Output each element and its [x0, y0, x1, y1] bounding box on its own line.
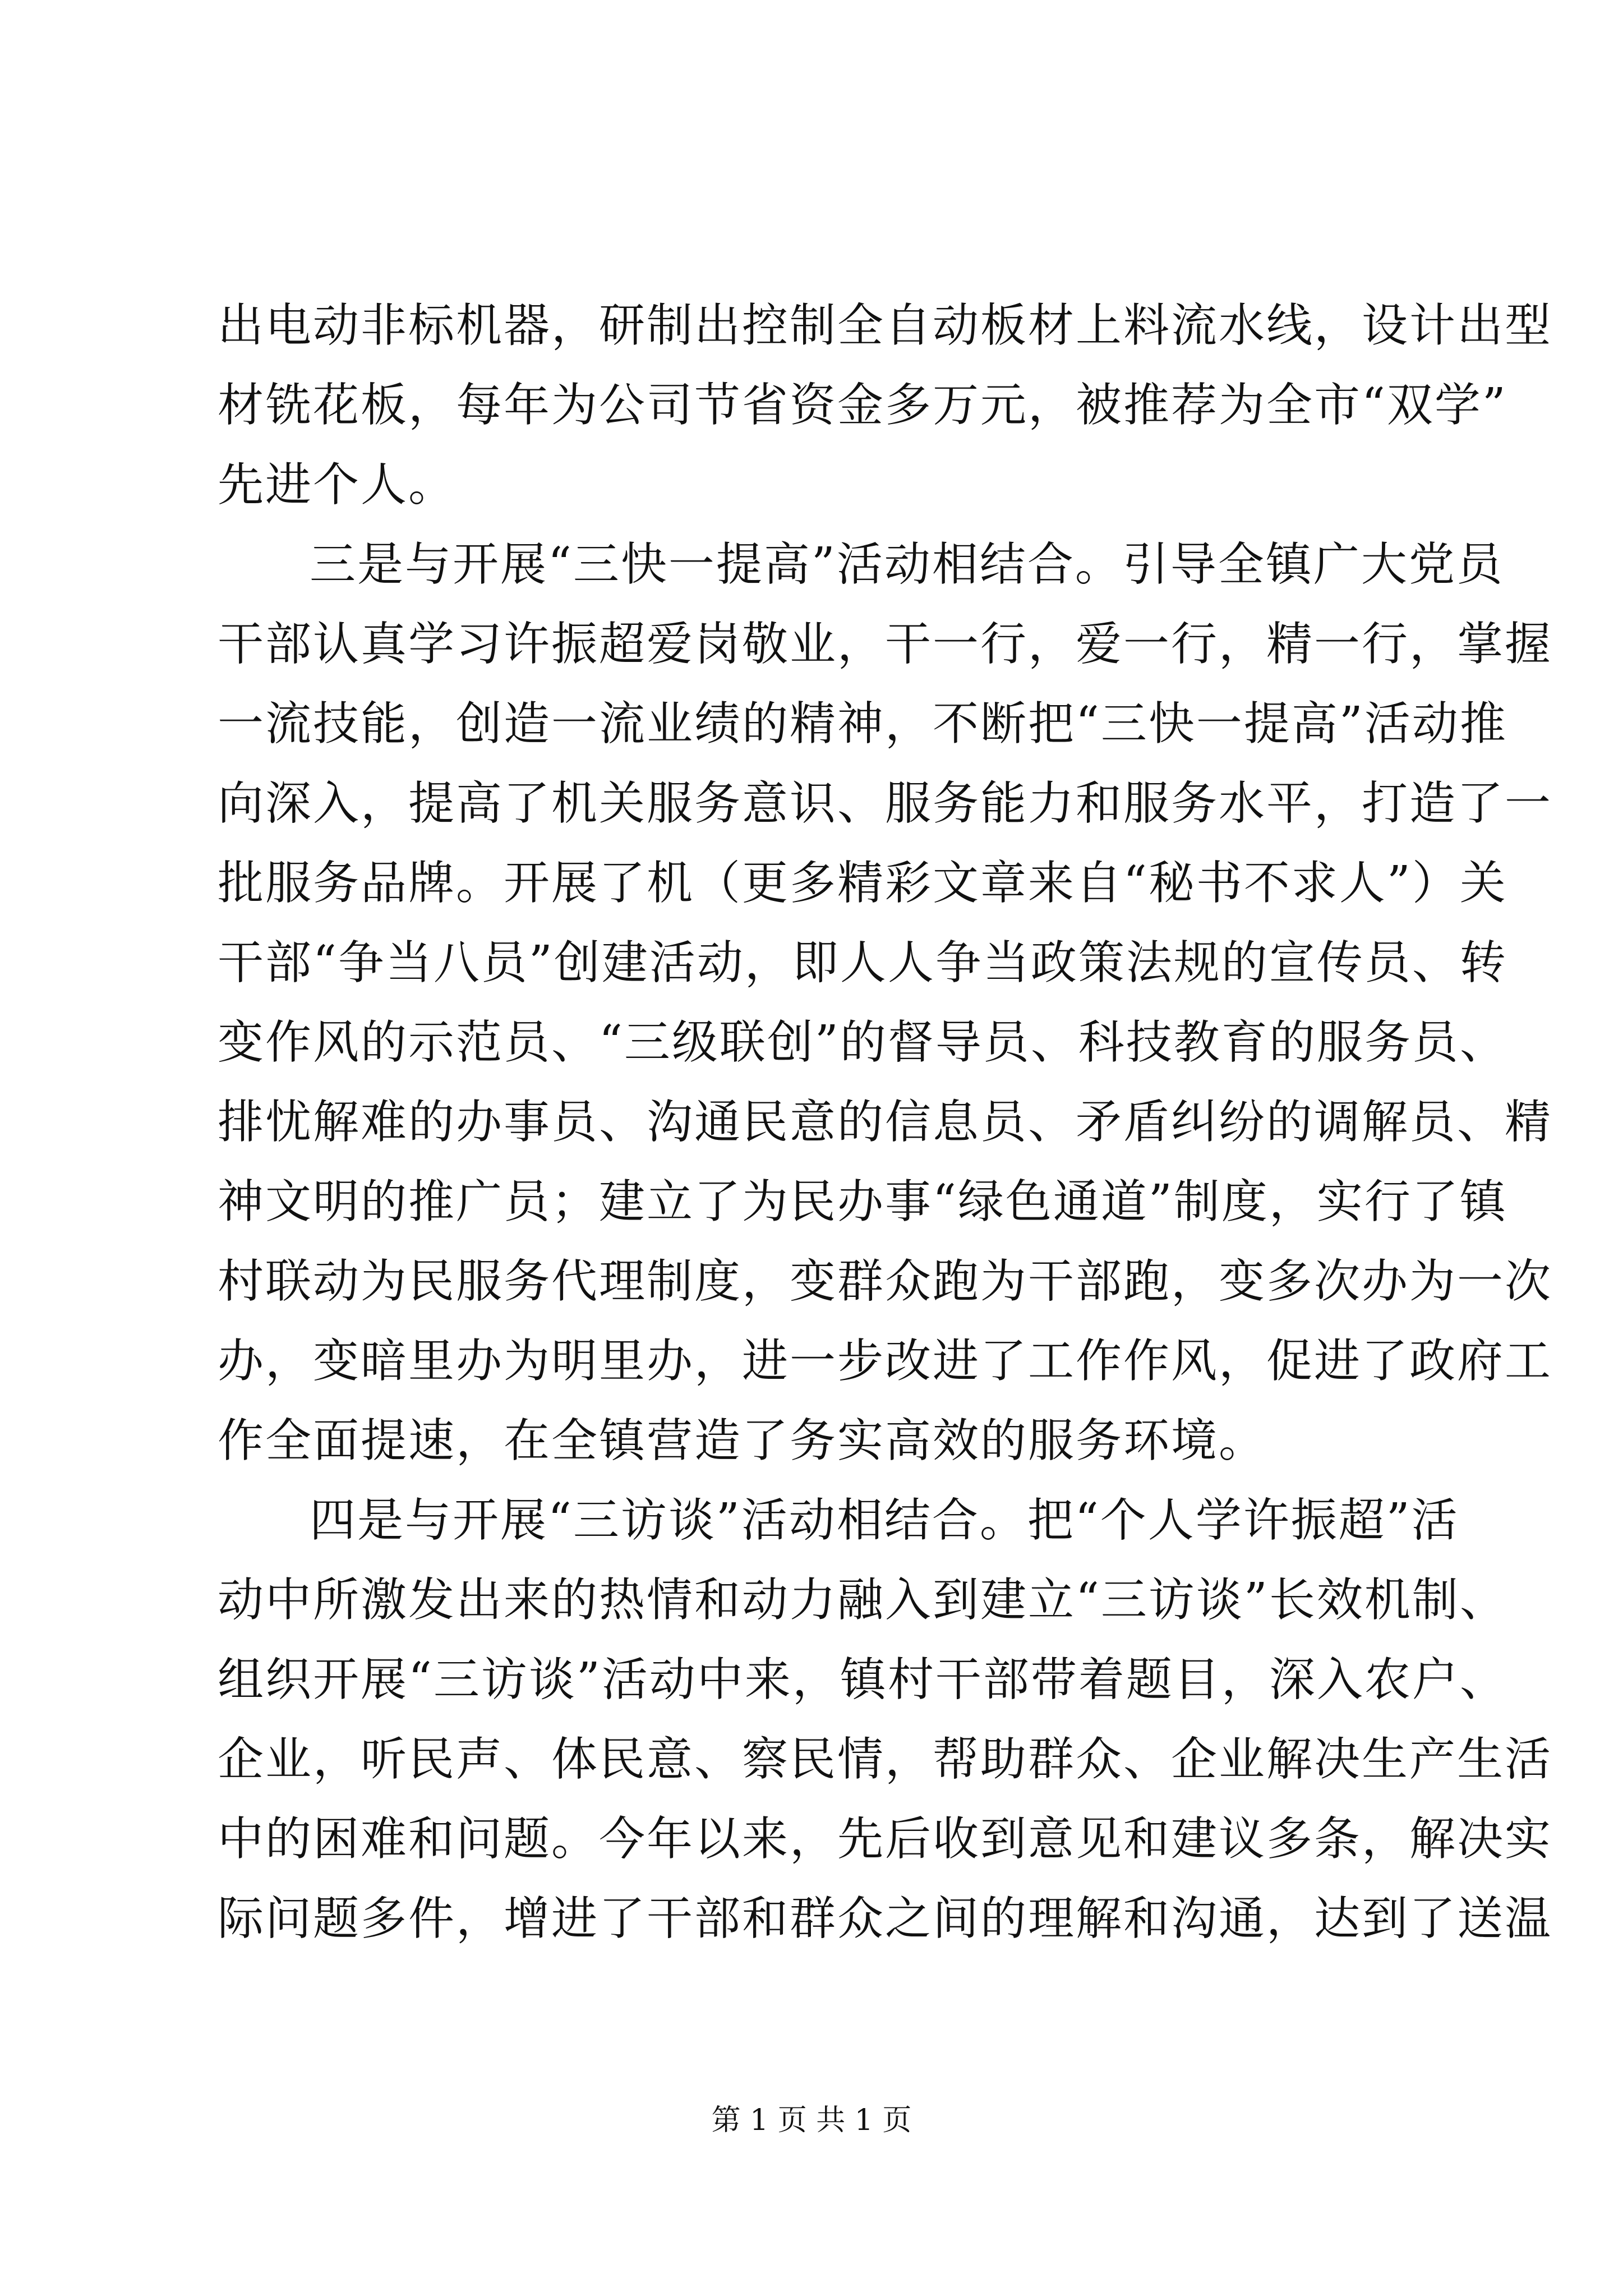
page-number-label: 第 1 页 共 1 页 [711, 2104, 912, 2137]
page-footer [0, 2101, 1623, 2140]
text-line: 批服务品牌。开展了机（更多精彩文章来自“秘书不求人”）关 [218, 857, 1507, 910]
text-line: 动中所激发出来的热情和动力融入到建立“三访谈”长效机制、 [218, 1573, 1507, 1627]
text-line: 企业，听民声、体民意、察民情，帮助群众、企业解决生产生活 [218, 1733, 1553, 1786]
text-line: 材铣花板，每年为公司节省资金多万元，被推荐为全市“双学” [218, 379, 1507, 432]
text-line: 排忧解难的办事员、沟通民意的信息员、矛盾纠纷的调解员、精 [218, 1096, 1553, 1149]
document-body [218, 286, 1553, 1959]
text-line: 办，变暗里办为明里办，进一步改进了工作作风，促进了政府工 [218, 1335, 1553, 1388]
text-line: 向深入，提高了机关服务意识、服务能力和服务水平，打造了一 [218, 777, 1553, 830]
text-line: 组织开展“三访谈”活动中来，镇村干部带着题目，深入农户、 [218, 1653, 1507, 1706]
text-line: 干部“争当八员”创建活动，即人人争当政策法规的宣传员、转 [218, 936, 1507, 990]
text-line: 村联动为民服务代理制度，变群众跑为干部跑，变多次办为一次 [218, 1255, 1553, 1308]
text-line: 中的困难和问题。今年以来，先后收到意见和建议多条，解决实 [218, 1812, 1553, 1866]
text-line: 一流技能，创造一流业绩的精神，不断把“三快一提高”活动推 [218, 697, 1507, 751]
text-line: 神文明的推广员；建立了为民办事“绿色通道”制度，实行了镇 [218, 1175, 1507, 1228]
text-line: 际问题多件，增进了干部和群众之间的理解和沟通，达到了送温 [218, 1892, 1553, 1945]
text-line: 作全面提速，在全镇营造了务实高效的服务环境。 [218, 1414, 1267, 1467]
text-line: 干部认真学习许振超爱岗敬业，干一行，爱一行，精一行，掌握 [218, 618, 1553, 671]
paragraph-start-line: 四是与开展“三访谈”活动相结合。把“个人学许振超”活 [310, 1494, 1459, 1547]
text-line: 变作风的示范员、“三级联创”的督导员、科技教育的服务员、 [218, 1016, 1507, 1069]
text-line: 先进个人。 [218, 458, 457, 512]
paragraph-start-line: 三是与开展“三快一提高”活动相结合。引导全镇广大党员 [310, 538, 1504, 591]
text-line: 出电动非标机器，研制出控制全自动板材上料流水线，设计出型 [218, 299, 1553, 352]
